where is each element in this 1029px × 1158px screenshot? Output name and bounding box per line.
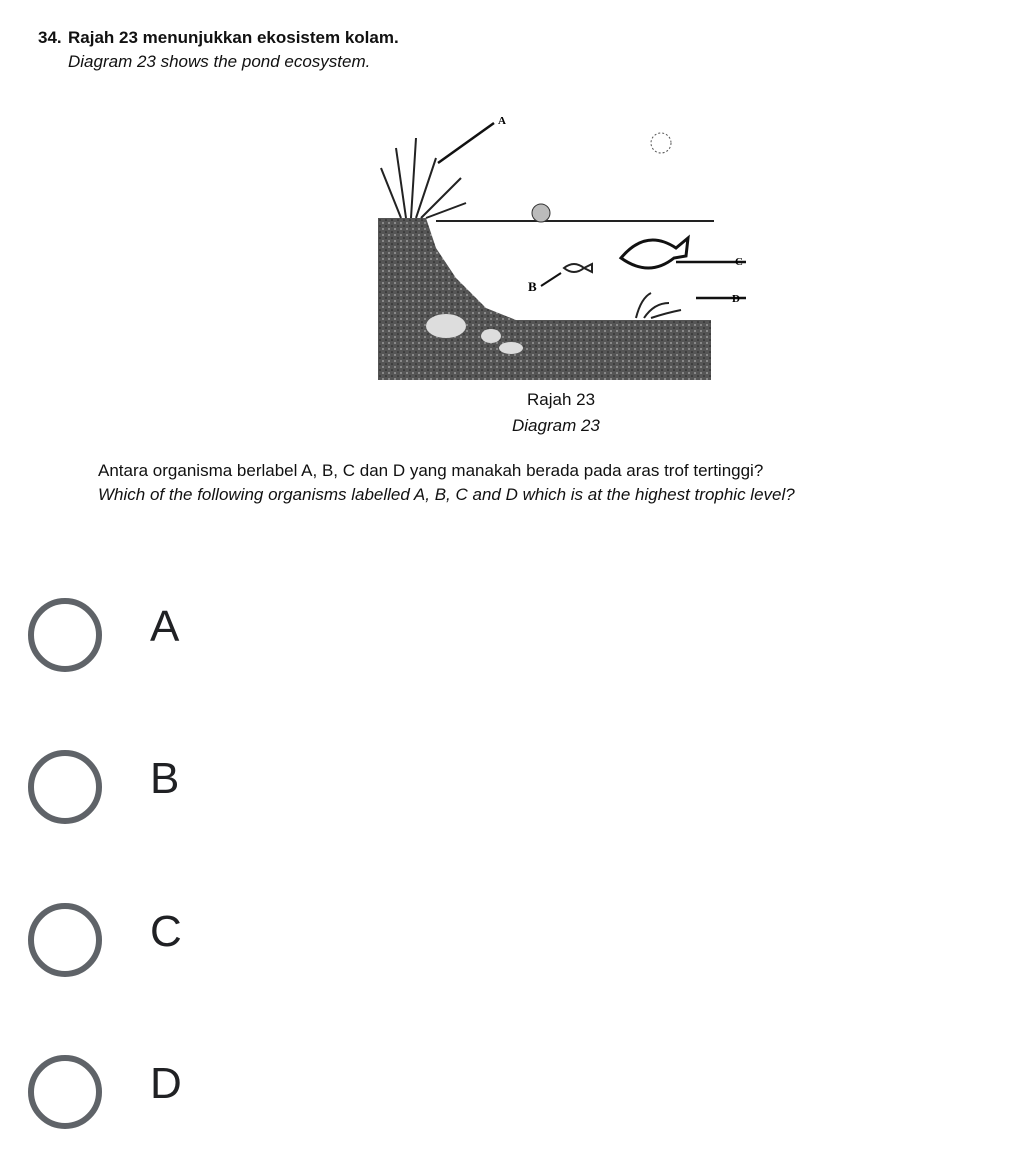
option-d[interactable] — [26, 1051, 626, 1131]
question-prompt-en: Which of the following organisms labelled A, B, C and D which is at the highest trophic level? — [98, 485, 795, 504]
label-b-line — [541, 273, 561, 286]
option-label: C — [150, 907, 182, 956]
label-a-line — [438, 123, 494, 163]
radio-button[interactable] — [28, 750, 102, 824]
label-d: D — [732, 293, 740, 305]
organism-b-icon — [564, 264, 592, 272]
plant-a-icon — [381, 138, 466, 218]
question-text-en: Diagram 23 shows the pond ecosystem. — [68, 52, 371, 71]
pond-ecosystem-diagram — [376, 108, 743, 388]
rock-icon — [481, 329, 501, 343]
radio-button[interactable] — [28, 903, 102, 977]
option-b[interactable] — [26, 746, 626, 826]
question-text-ms: Rajah 23 menunjukkan ekosistem kolam. — [68, 28, 399, 47]
option-a[interactable] — [26, 594, 626, 674]
diagram-caption-en: Diagram 23 — [512, 416, 600, 435]
rock-icon — [499, 342, 523, 354]
question-prompt-ms: Antara organisma berlabel A, B, C dan D yang manakah berada pada aras trof tertinggi? — [98, 461, 764, 480]
option-c[interactable] — [26, 899, 626, 979]
radio-button[interactable] — [28, 598, 102, 672]
floating-plant-icon — [532, 204, 550, 222]
option-label: D — [150, 1059, 182, 1108]
question-number: 34. — [38, 28, 62, 47]
label-b: B — [528, 279, 537, 294]
option-label: A — [150, 602, 180, 651]
sun-icon — [651, 133, 671, 153]
option-label: B — [150, 754, 180, 803]
organism-c-fish-icon — [621, 238, 688, 268]
radio-button[interactable] — [28, 1055, 102, 1129]
organism-d-plant-icon — [636, 293, 681, 318]
diagram-caption-ms: Rajah 23 — [527, 390, 596, 409]
rock-icon — [426, 314, 466, 338]
label-c: C — [735, 256, 743, 268]
label-a: A — [498, 115, 506, 127]
